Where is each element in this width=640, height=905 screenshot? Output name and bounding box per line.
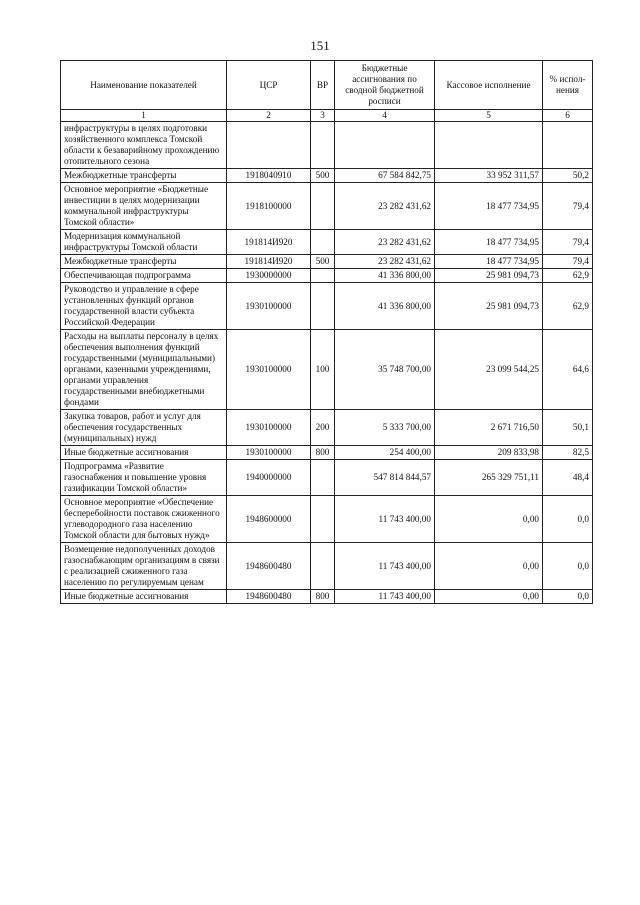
cell-csr: 191814И920 <box>227 230 311 255</box>
cell-allocations: 254 400,00 <box>335 446 435 460</box>
column-number: 5 <box>435 110 543 122</box>
cell-vr <box>311 230 335 255</box>
cell-vr <box>311 496 335 543</box>
cell-percent: 79,4 <box>543 183 593 230</box>
cell-vr <box>311 122 335 169</box>
cell-csr: 1930100000 <box>227 283 311 330</box>
header-vr: ВР <box>311 61 335 110</box>
cell-percent: 0,0 <box>543 543 593 590</box>
header-csr: ЦСР <box>227 61 311 110</box>
cell-name: Иные бюджетные ассигнования <box>61 590 227 604</box>
cell-name: Возмещение недополученных доходов газоснабжающим организациям в связи с реализацией сжиженного газа населению по регулируемым ценам <box>61 543 227 590</box>
cell-vr: 200 <box>311 410 335 446</box>
cell-csr: 1940000000 <box>227 460 311 496</box>
cell-vr <box>311 543 335 590</box>
cell-cash-execution: 18 477 734,95 <box>435 230 543 255</box>
table-header-row <box>61 61 593 110</box>
budget-execution-table <box>60 60 593 604</box>
table-row <box>61 183 593 230</box>
header-name: Наименование показателей <box>61 61 227 110</box>
table-row <box>61 122 593 169</box>
cell-percent: 79,4 <box>543 255 593 269</box>
cell-cash-execution: 0,00 <box>435 543 543 590</box>
cell-allocations: 11 743 400,00 <box>335 543 435 590</box>
cell-allocations: 11 743 400,00 <box>335 496 435 543</box>
cell-csr: 191814И920 <box>227 255 311 269</box>
column-number: 4 <box>335 110 435 122</box>
table-row <box>61 446 593 460</box>
cell-name: Руководство и управление в сфере установленных функций органов государственной власти субъекта Российской Федерации <box>61 283 227 330</box>
cell-cash-execution: 0,00 <box>435 590 543 604</box>
cell-name: Иные бюджетные ассигнования <box>61 446 227 460</box>
cell-percent: 0,0 <box>543 496 593 543</box>
cell-cash-execution: 2 671 716,50 <box>435 410 543 446</box>
cell-name: Модернизация коммунальной инфраструктуры Томской области <box>61 230 227 255</box>
cell-percent <box>543 122 593 169</box>
cell-vr: 500 <box>311 169 335 183</box>
column-number: 1 <box>61 110 227 122</box>
cell-percent: 48,4 <box>543 460 593 496</box>
cell-cash-execution: 33 952 311,57 <box>435 169 543 183</box>
cell-percent: 79,4 <box>543 230 593 255</box>
cell-cash-execution: 18 477 734,95 <box>435 255 543 269</box>
table-row <box>61 269 593 283</box>
cell-cash-execution: 265 329 751,11 <box>435 460 543 496</box>
cell-cash-execution: 23 099 544,25 <box>435 330 543 410</box>
cell-name: Закупка товаров, работ и услуг для обеспечения государственных (муниципальных) нужд <box>61 410 227 446</box>
cell-name: Обеспечивающая подпрограмма <box>61 269 227 283</box>
cell-percent: 64,6 <box>543 330 593 410</box>
cell-allocations: 11 743 400,00 <box>335 590 435 604</box>
cell-name: Основное мероприятие «Бюджетные инвестиции в целях модернизации коммунальной инфраструктуры Томской области» <box>61 183 227 230</box>
table-row <box>61 255 593 269</box>
table-row <box>61 283 593 330</box>
column-number: 2 <box>227 110 311 122</box>
cell-allocations: 23 282 431,62 <box>335 230 435 255</box>
cell-vr <box>311 183 335 230</box>
cell-csr: 1930100000 <box>227 330 311 410</box>
cell-name: Основное мероприятие «Обеспечение бесперебойности поставок сжиженного углеводородного газа населению Томской области для бытовых нужд» <box>61 496 227 543</box>
cell-name: Расходы на выплаты персоналу в целях обеспечения выполнения функций государственными (муниципальными) органами, казенными учреждениями, органами управления государственными внебюджетными фондами <box>61 330 227 410</box>
cell-percent: 62,9 <box>543 283 593 330</box>
cell-allocations: 23 282 431,62 <box>335 183 435 230</box>
cell-allocations: 41 336 800,00 <box>335 269 435 283</box>
cell-cash-execution: 0,00 <box>435 496 543 543</box>
table-row <box>61 330 593 410</box>
cell-allocations: 23 282 431,62 <box>335 255 435 269</box>
cell-allocations: 67 584 842,75 <box>335 169 435 183</box>
table-row <box>61 543 593 590</box>
column-number: 3 <box>311 110 335 122</box>
cell-name: Межбюджетные трансферты <box>61 255 227 269</box>
cell-cash-execution: 25 981 094,73 <box>435 283 543 330</box>
column-number-row <box>61 110 593 122</box>
cell-csr <box>227 122 311 169</box>
header-cash-execution: Кассовое исполнение <box>435 61 543 110</box>
table-row <box>61 169 593 183</box>
cell-name: Подпрограмма «Развитие газоснабжения и повышение уровня газификации Томской области» <box>61 460 227 496</box>
cell-csr: 1930100000 <box>227 410 311 446</box>
cell-vr <box>311 460 335 496</box>
cell-vr <box>311 269 335 283</box>
cell-csr: 1948600000 <box>227 496 311 543</box>
cell-percent: 50,2 <box>543 169 593 183</box>
page-number: 151 <box>310 38 330 53</box>
cell-allocations <box>335 122 435 169</box>
header-percent: % испол-нения <box>543 61 593 110</box>
header-allocations: Бюджетные ассигнования по сводной бюджетной росписи <box>335 61 435 110</box>
column-number: 6 <box>543 110 593 122</box>
cell-vr: 100 <box>311 330 335 410</box>
cell-name: Межбюджетные трансферты <box>61 169 227 183</box>
cell-percent: 0,0 <box>543 590 593 604</box>
cell-cash-execution: 18 477 734,95 <box>435 183 543 230</box>
cell-csr: 1948600480 <box>227 543 311 590</box>
cell-allocations: 35 748 700,00 <box>335 330 435 410</box>
cell-vr: 800 <box>311 590 335 604</box>
cell-name: инфраструктуры в целях подготовки хозяйственного комплекса Томской области к безаварийному прохождению отопительного сезона <box>61 122 227 169</box>
cell-csr: 1948600480 <box>227 590 311 604</box>
cell-allocations: 41 336 800,00 <box>335 283 435 330</box>
cell-percent: 62,9 <box>543 269 593 283</box>
cell-cash-execution: 25 981 094,73 <box>435 269 543 283</box>
table-row <box>61 590 593 604</box>
cell-csr: 1918100000 <box>227 183 311 230</box>
table-row <box>61 460 593 496</box>
cell-cash-execution: 209 833,98 <box>435 446 543 460</box>
cell-csr: 1930000000 <box>227 269 311 283</box>
cell-vr <box>311 283 335 330</box>
cell-percent: 82,5 <box>543 446 593 460</box>
cell-cash-execution <box>435 122 543 169</box>
table-row <box>61 410 593 446</box>
table-row <box>61 496 593 543</box>
table-row <box>61 230 593 255</box>
cell-vr: 500 <box>311 255 335 269</box>
cell-vr: 800 <box>311 446 335 460</box>
cell-percent: 50,1 <box>543 410 593 446</box>
cell-allocations: 547 814 844,57 <box>335 460 435 496</box>
cell-csr: 1930100000 <box>227 446 311 460</box>
cell-csr: 1918040910 <box>227 169 311 183</box>
cell-allocations: 5 333 700,00 <box>335 410 435 446</box>
